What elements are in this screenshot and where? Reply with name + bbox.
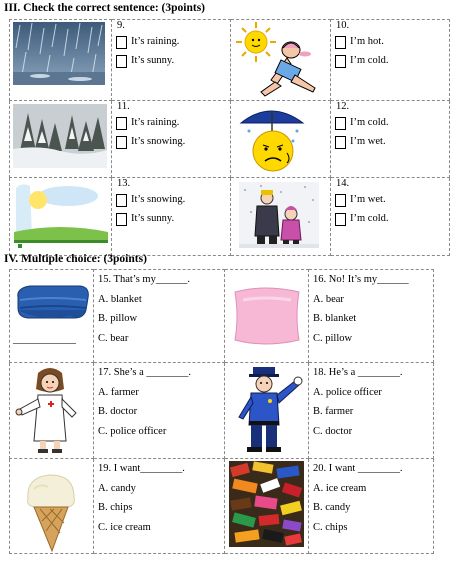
checkbox[interactable] xyxy=(335,194,346,207)
question-text: 16. No! It’s my______ xyxy=(313,274,409,285)
option-label: It’s sunny. xyxy=(131,213,175,225)
candy-pile-icon xyxy=(225,459,308,553)
heavy-rain-icon xyxy=(10,20,111,100)
option-checkbox-row[interactable] xyxy=(335,33,449,52)
multiple-choice-table xyxy=(9,269,434,554)
question-15-cell xyxy=(94,270,225,363)
option-label: It’s snowing. xyxy=(131,194,186,206)
option-c[interactable]: C. ice cream xyxy=(98,521,151,533)
option-label: It’s raining. xyxy=(131,36,180,48)
option-b[interactable]: B. blanket xyxy=(313,313,357,324)
option-label: I’m hot. xyxy=(350,36,384,48)
option-c[interactable]: C. pillow xyxy=(313,332,353,344)
option-a[interactable]: A. police officer xyxy=(313,386,382,398)
question-text: 17. She’s a ________. xyxy=(98,367,192,378)
checkbox[interactable] xyxy=(335,36,346,49)
picture-cell xyxy=(10,270,94,363)
picture-cell xyxy=(225,270,309,363)
picture-cell xyxy=(10,459,94,554)
question-12-cell xyxy=(331,101,450,178)
option-checkbox-row[interactable] xyxy=(116,210,230,229)
snowy-forest-icon xyxy=(10,101,111,177)
option-checkbox-row[interactable] xyxy=(116,133,230,152)
question-10-cell xyxy=(331,20,450,101)
picture-cell xyxy=(231,178,331,256)
question-number: 9. xyxy=(117,20,125,31)
checkbox[interactable] xyxy=(116,36,127,49)
blanket-icon xyxy=(10,270,93,362)
option-b[interactable]: B. doctor xyxy=(98,406,138,417)
checkbox[interactable] xyxy=(116,117,127,130)
option-b[interactable]: B. candy xyxy=(313,502,351,513)
question-20-cell xyxy=(309,459,434,554)
question-number: 12. xyxy=(336,101,350,112)
option-label: I’m cold. xyxy=(350,117,389,129)
option-c[interactable]: C. bear xyxy=(98,332,129,344)
doctor-icon xyxy=(10,363,93,458)
picture-cell xyxy=(10,363,94,459)
option-label: It’s sunny. xyxy=(131,55,175,67)
question-number: 11. xyxy=(117,101,130,112)
hot-sun-boy-icon xyxy=(231,20,330,100)
checkbox[interactable] xyxy=(335,213,346,226)
option-c[interactable]: C. police officer xyxy=(98,425,167,437)
checkbox[interactable] xyxy=(116,55,127,68)
option-c[interactable]: C. chips xyxy=(313,521,348,533)
checkbox[interactable] xyxy=(116,194,127,207)
check-sentence-table xyxy=(9,19,450,256)
question-16-cell xyxy=(309,270,434,363)
answer-blank[interactable]: ____________ xyxy=(13,334,76,345)
question-13-cell xyxy=(112,178,231,256)
question-18-cell xyxy=(309,363,434,459)
option-checkbox-row[interactable] xyxy=(335,114,449,133)
option-checkbox-row[interactable] xyxy=(116,191,230,210)
option-label: I’m cold. xyxy=(350,55,389,67)
option-a[interactable]: A. ice cream xyxy=(313,482,367,494)
option-label: I’m cold. xyxy=(350,213,389,225)
option-a[interactable]: A. bear xyxy=(313,293,344,305)
option-b[interactable]: B. farmer xyxy=(313,406,354,417)
checkbox[interactable] xyxy=(116,213,127,226)
picture-cell xyxy=(231,20,331,101)
police-officer-icon xyxy=(225,363,308,458)
kids-in-snow-icon xyxy=(231,178,330,255)
option-c[interactable]: C. doctor xyxy=(313,425,353,437)
checkbox[interactable] xyxy=(116,136,127,149)
question-9-cell xyxy=(112,20,231,101)
option-label: It’s raining. xyxy=(131,117,180,129)
question-19-cell xyxy=(94,459,225,554)
option-checkbox-row[interactable] xyxy=(335,210,449,229)
pillow-icon xyxy=(225,270,308,362)
picture-cell xyxy=(225,459,309,554)
question-text: 19. I want________. xyxy=(98,463,185,474)
question-number: 14. xyxy=(336,178,350,189)
checkbox[interactable] xyxy=(335,136,346,149)
option-checkbox-row[interactable] xyxy=(335,191,449,210)
ice-cream-icon xyxy=(10,459,93,553)
option-label: I’m wet. xyxy=(350,136,386,148)
option-b[interactable]: B. pillow xyxy=(98,313,138,324)
checkbox[interactable] xyxy=(335,55,346,68)
question-number: 10. xyxy=(336,20,350,31)
option-label: It’s snowing. xyxy=(131,136,186,148)
question-text: 18. He’s a ________. xyxy=(313,367,403,378)
option-checkbox-row[interactable] xyxy=(335,133,449,152)
sad-face-umbrella-icon xyxy=(231,101,330,177)
option-label: I’m wet. xyxy=(350,194,386,206)
section-4-heading: IV. Multiple choice: (3points) xyxy=(4,253,147,265)
option-a[interactable]: A. blanket xyxy=(98,293,142,305)
question-14-cell xyxy=(331,178,450,256)
option-checkbox-row[interactable] xyxy=(116,114,230,133)
question-number: 13. xyxy=(117,178,131,189)
option-b[interactable]: B. chips xyxy=(98,502,133,513)
option-checkbox-row[interactable] xyxy=(116,52,230,71)
checkbox[interactable] xyxy=(335,117,346,130)
sunny-landscape-icon xyxy=(10,178,111,255)
picture-cell xyxy=(231,101,331,178)
option-a[interactable]: A. farmer xyxy=(98,386,139,398)
question-text: 15. That’s my______. xyxy=(98,274,190,285)
option-a[interactable]: A. candy xyxy=(98,482,136,494)
picture-cell xyxy=(10,178,112,256)
picture-cell xyxy=(225,363,309,459)
question-11-cell xyxy=(112,101,231,178)
option-checkbox-row[interactable] xyxy=(335,52,449,71)
section-3-heading: III. Check the correct sentence: (3points) xyxy=(4,2,205,14)
question-text: 20. I want ________. xyxy=(313,463,403,474)
picture-cell xyxy=(10,101,112,178)
option-checkbox-row[interactable] xyxy=(116,33,230,52)
question-17-cell xyxy=(94,363,225,459)
picture-cell xyxy=(10,20,112,101)
